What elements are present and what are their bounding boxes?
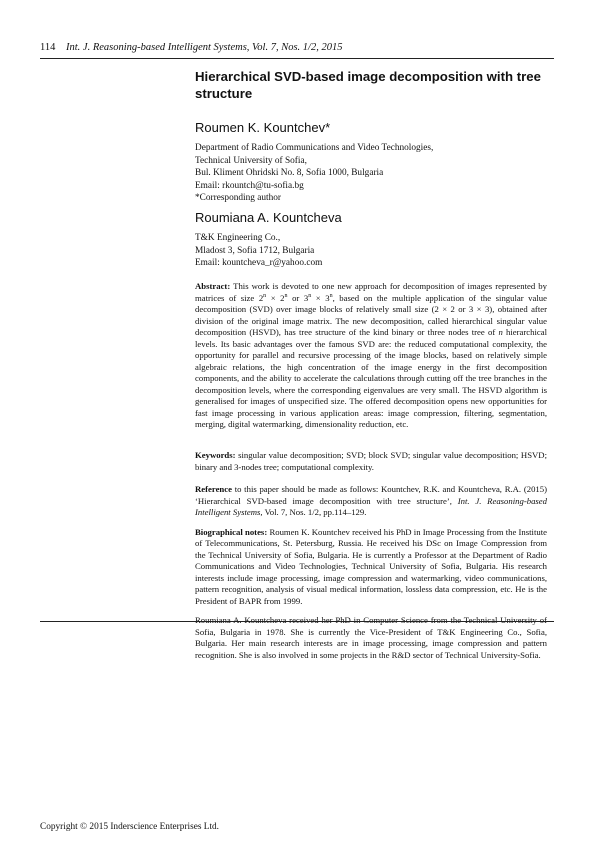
header-rule xyxy=(40,58,554,59)
exponent: n xyxy=(284,292,288,299)
author-name: Roumiana A. Kountcheva xyxy=(195,210,342,225)
reference-text: , Vol. 7, Nos. 1/2, pp.114–129. xyxy=(260,507,367,517)
affiliation-line: Technical University of Sofia, xyxy=(195,155,307,166)
exponent: n xyxy=(263,292,267,299)
affiliation-line: Mladost 3, Sofia 1712, Bulgaria xyxy=(195,245,315,256)
abstract-text: , based on the multiple application of the singular value decomposition (SVD) over image blocks of relatively small size (2 × 2 or 3 × 3), obtained after division of the original image matrix. The new decomposition, called hierarchical singular value decomposition (HSVD), has tree structure of the kind binary or three nodes tree of xyxy=(195,292,547,337)
footer-rule xyxy=(40,621,554,622)
keywords xyxy=(195,450,547,473)
reference-text: to this paper should be made as follows: Kountchev, R.K. and Kountcheva, R.A. (2015) ‘Hierarchical SVD-based image decomposition with tree structure’, xyxy=(195,484,547,506)
exponent: n xyxy=(329,292,333,299)
abstract-text: or 3 xyxy=(287,292,309,303)
affiliation-line: T&K Engineering Co., xyxy=(195,233,281,243)
biographical-notes xyxy=(195,527,547,608)
abstract xyxy=(195,281,547,431)
journal-citation: Int. J. Reasoning-based Intelligent Systems, Vol. 7, Nos. 1/2, 2015 xyxy=(66,42,343,53)
italic-variable: n xyxy=(498,327,503,337)
abstract-text: × 3 xyxy=(311,292,330,303)
keywords-text: singular value decomposition; SVD; block SVD; singular value decomposition; HSVD; binary and 3-nodes tree; computational complexity. xyxy=(195,450,547,472)
page-number: 114 xyxy=(40,42,56,53)
reference-journal: Int. J. Reasoning-based Intelligent Systems xyxy=(195,495,548,517)
affiliation-line: Department of Radio Communications and Video Technologies, xyxy=(195,143,434,153)
abstract-label: Abstract: xyxy=(195,281,231,291)
biographical-notes-2: Roumiana A. Kountcheva received her PhD in Computer Science from the Technical University of Sofia, Bulgaria in 1978. She is currently the Vice-President of T&K Engineering Co., Sofia, Bulgaria. Her main research interests are in image processing, image compression and pattern recognition. She is also involved in some projects in the R&D sector of Technical University-Sofia. xyxy=(195,615,547,660)
corresponding-note: *Corresponding author xyxy=(195,193,281,204)
reference xyxy=(195,484,547,519)
author-affiliation xyxy=(195,232,547,270)
copyright: Copyright © 2015 Inderscience Enterprises Ltd. xyxy=(40,822,220,832)
running-header xyxy=(40,42,342,53)
author-affiliation xyxy=(195,142,547,205)
author-name: Roumen K. Kountchev* xyxy=(195,120,331,135)
affiliation-line: Bul. Kliment Ohridski No. 8, Sofia 1000, Bulgaria xyxy=(195,168,384,179)
abstract-text: hierarchical levels. Its basic advantages over the famous SVD are: the reduced computational complexity, the opportunity for parallel and recursive processing of the image blocks, based on relatively simple algebraic relations, the high concentration of the image energy in the first decomposition components, and the ability to accelerate the calculations through cutting off the tree branches in the decomposition levels, where the corresponding eigenvalues are very small. The HSVD algorithm is generalised for images of unspecified size. The offered decomposition opens new opportunities for fast image processing in various application areas: image compression, filtering, segmentation, merging, digital watermarking, dimensionality reduction, etc. xyxy=(195,327,547,429)
bio-label: Biographical notes: xyxy=(195,526,268,537)
abstract-text: × 2 xyxy=(266,292,285,303)
keywords-label: Keywords: xyxy=(195,450,236,460)
reference-and-bio xyxy=(195,484,547,661)
bio-text: Roumen K. Kountchev received his PhD in Image Processing from the Institute of Telecommunications, St. Petersburg, Russia. He received his DSc on Image Compression from the Technical University of Sofia, Bulgaria. He is currently a Professor at the Department of Radio Communications and Video Technologies, Technical University of Sofia, Bulgaria. His research interests include image processing, image compression and watermarking, video communications, pattern recognition, analysis of visual medical information, lossless data compression, etc. He is the President of BAPR from 1999. xyxy=(195,526,548,606)
abstract-text: This work is devoted to one new approach for decomposition of images represented by matrices of size 2 xyxy=(195,281,547,303)
author-email: Email: kountcheva_r@yahoo.com xyxy=(195,258,323,269)
author-email: Email: rkountch@tu-sofia.bg xyxy=(195,180,304,191)
paper-title: Hierarchical SVD-based image decomposition with tree structure xyxy=(195,69,541,101)
exponent: n xyxy=(308,292,312,299)
reference-label: Reference xyxy=(195,484,232,494)
